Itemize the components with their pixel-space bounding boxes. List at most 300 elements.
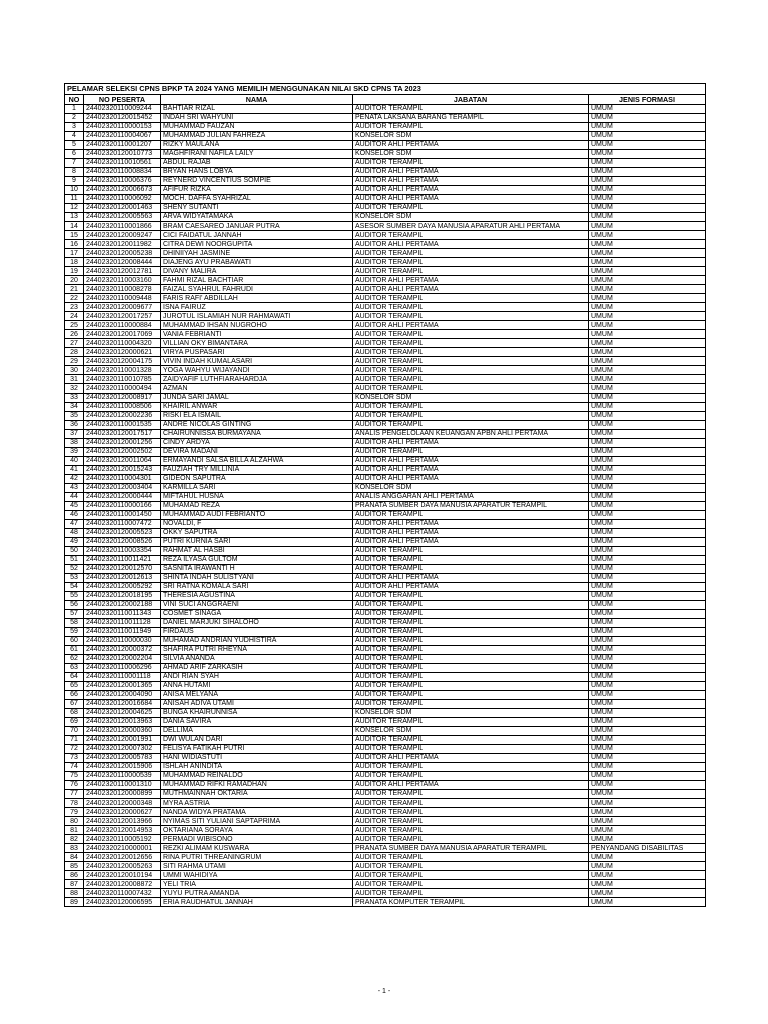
cell-jabatan: AUDITOR TERAMPIL xyxy=(353,718,589,727)
cell-no: 80 xyxy=(65,817,84,826)
table-row xyxy=(65,357,706,366)
cell-nama: SITI RAHMA UTAMI xyxy=(161,862,353,871)
cell-no-peserta: 24402320110001310 xyxy=(84,781,161,790)
cell-jabatan: AUDITOR TERAMPIL xyxy=(353,835,589,844)
cell-nama: ISHLAH ANINDITA xyxy=(161,763,353,772)
cell-no-peserta: 24402320120004625 xyxy=(84,709,161,718)
cell-no-peserta: 24402320210000001 xyxy=(84,844,161,853)
cell-no: 81 xyxy=(65,826,84,835)
cell-no: 72 xyxy=(65,745,84,754)
cell-no: 70 xyxy=(65,727,84,736)
table-row xyxy=(65,718,706,727)
cell-jenis-formasi: UMUM xyxy=(589,817,706,826)
cell-no-peserta: 24402320120012781 xyxy=(84,267,161,276)
cell-no: 24 xyxy=(65,312,84,321)
cell-jenis-formasi: UMUM xyxy=(589,582,706,591)
cell-jabatan: AUDITOR TERAMPIL xyxy=(353,609,589,618)
cell-nama: FAUZIAH TRY MILLINIA xyxy=(161,465,353,474)
table-row xyxy=(65,393,706,402)
cell-nama: ANDI RIAN SYAH xyxy=(161,672,353,681)
cell-no-peserta: 24402320120004175 xyxy=(84,357,161,366)
cell-no-peserta: 24402320110011421 xyxy=(84,555,161,564)
cell-nama: RIZKY MAULANA xyxy=(161,141,353,150)
cell-jabatan: AUDITOR TERAMPIL xyxy=(353,645,589,654)
cell-nama: DANIEL MARJUKI SIHALOHO xyxy=(161,618,353,627)
table-row xyxy=(65,402,706,411)
cell-no-peserta: 24402320120000627 xyxy=(84,808,161,817)
cell-jenis-formasi: UMUM xyxy=(589,672,706,681)
cell-jabatan: AUDITOR TERAMPIL xyxy=(353,808,589,817)
cell-no: 28 xyxy=(65,348,84,357)
cell-no-peserta: 24402320120010194 xyxy=(84,871,161,880)
cell-jenis-formasi: UMUM xyxy=(589,609,706,618)
cell-nama: AHMAD ARIF ZARKASIH xyxy=(161,663,353,672)
cell-no-peserta: 24402320110007432 xyxy=(84,889,161,898)
cell-jabatan: AUDITOR TERAMPIL xyxy=(353,330,589,339)
cell-jenis-formasi: UMUM xyxy=(589,105,706,114)
cell-no-peserta: 24402320120006595 xyxy=(84,898,161,907)
cell-no: 18 xyxy=(65,258,84,267)
cell-no: 61 xyxy=(65,645,84,654)
cell-jenis-formasi: UMUM xyxy=(589,285,706,294)
cell-jenis-formasi: UMUM xyxy=(589,303,706,312)
cell-jenis-formasi: UMUM xyxy=(589,195,706,204)
document-title: PELAMAR SELEKSI CPNS BPKP TA 2024 YANG MEMILIH MENGGUNAKAN NILAI SKD CPNS TA 2023 xyxy=(65,84,706,95)
cell-jenis-formasi: UMUM xyxy=(589,510,706,519)
cell-no-peserta: 24402320110011128 xyxy=(84,618,161,627)
cell-jenis-formasi: UMUM xyxy=(589,357,706,366)
cell-jabatan: AUDITOR AHLI PERTAMA xyxy=(353,240,589,249)
cell-no-peserta: 24402320120001256 xyxy=(84,438,161,447)
cell-no: 77 xyxy=(65,790,84,799)
cell-jabatan: AUDITOR AHLI PERTAMA xyxy=(353,321,589,330)
table-row xyxy=(65,456,706,465)
cell-jenis-formasi: UMUM xyxy=(589,781,706,790)
cell-jenis-formasi: UMUM xyxy=(589,384,706,393)
table-row xyxy=(65,249,706,258)
cell-nama: UMMI WAHIDIYA xyxy=(161,871,353,880)
cell-no-peserta: 24402320120016684 xyxy=(84,700,161,709)
table-row xyxy=(65,366,706,375)
table-row xyxy=(65,826,706,835)
cell-jenis-formasi: UMUM xyxy=(589,492,706,501)
cell-no-peserta: 24402320120000348 xyxy=(84,799,161,808)
cell-no: 71 xyxy=(65,736,84,745)
cell-nama: ABDUL RAJAB xyxy=(161,159,353,168)
cell-jabatan: AUDITOR AHLI PERTAMA xyxy=(353,177,589,186)
cell-nama: ERMAYANDI SALSA BILLA ALZAHWA xyxy=(161,456,353,465)
cell-nama: MUHAMMAD FAUZAN xyxy=(161,123,353,132)
cell-no-peserta: 24402320120002236 xyxy=(84,411,161,420)
cell-no-peserta: 24402320120010773 xyxy=(84,150,161,159)
cell-jabatan: AUDITOR AHLI PERTAMA xyxy=(353,582,589,591)
cell-no-peserta: 24402320120001365 xyxy=(84,682,161,691)
cell-no: 49 xyxy=(65,537,84,546)
table-row xyxy=(65,123,706,132)
cell-jabatan: AUDITOR AHLI PERTAMA xyxy=(353,519,589,528)
table-row xyxy=(65,654,706,663)
cell-no: 4 xyxy=(65,132,84,141)
cell-nama: AZMAN xyxy=(161,384,353,393)
cell-no-peserta: 24402320110003354 xyxy=(84,546,161,555)
cell-no: 38 xyxy=(65,438,84,447)
cell-no-peserta: 24402320110000539 xyxy=(84,772,161,781)
cell-jenis-formasi: UMUM xyxy=(589,654,706,663)
cell-jenis-formasi: UMUM xyxy=(589,853,706,862)
cell-nama: CITRA DEWI NOORGUPITA xyxy=(161,240,353,249)
cell-nama: MUHAMMAD JULIAN FAHREZA xyxy=(161,132,353,141)
cell-no: 25 xyxy=(65,321,84,330)
cell-no: 10 xyxy=(65,186,84,195)
table-row xyxy=(65,447,706,456)
cell-jenis-formasi: UMUM xyxy=(589,519,706,528)
table-row xyxy=(65,105,706,114)
table-row xyxy=(65,754,706,763)
cell-jabatan: AUDITOR AHLI PERTAMA xyxy=(353,465,589,474)
table-row xyxy=(65,222,706,231)
table-row xyxy=(65,159,706,168)
cell-jenis-formasi: UMUM xyxy=(589,718,706,727)
table-row xyxy=(65,745,706,754)
cell-jabatan: PRANATA SUMBER DAYA MANUSIA APARATUR TERAMPIL xyxy=(353,844,589,853)
cell-nama: INDAH SRI WAHYUNI xyxy=(161,114,353,123)
cell-no-peserta: 24402320120017069 xyxy=(84,330,161,339)
cell-jenis-formasi: UMUM xyxy=(589,213,706,222)
cell-jabatan: AUDITOR TERAMPIL xyxy=(353,772,589,781)
cell-no: 16 xyxy=(65,240,84,249)
cell-no: 32 xyxy=(65,384,84,393)
cell-jabatan: AUDITOR AHLI PERTAMA xyxy=(353,474,589,483)
document-sheet xyxy=(64,83,705,907)
cell-jabatan: AUDITOR TERAMPIL xyxy=(353,672,589,681)
cell-jenis-formasi: UMUM xyxy=(589,402,706,411)
cell-jenis-formasi: UMUM xyxy=(589,474,706,483)
cell-no-peserta: 24402320120002204 xyxy=(84,654,161,663)
cell-no-peserta: 24402320120012570 xyxy=(84,564,161,573)
cell-jabatan: KONSELOR SDM xyxy=(353,727,589,736)
cell-jabatan: AUDITOR TERAMPIL xyxy=(353,555,589,564)
table-row xyxy=(65,465,706,474)
cell-no: 23 xyxy=(65,303,84,312)
cell-jabatan: AUDITOR TERAMPIL xyxy=(353,339,589,348)
table-row xyxy=(65,501,706,510)
cell-jabatan: AUDITOR TERAMPIL xyxy=(353,357,589,366)
cell-no: 2 xyxy=(65,114,84,123)
cell-no-peserta: 24402320110008278 xyxy=(84,285,161,294)
cell-jenis-formasi: UMUM xyxy=(589,591,706,600)
cell-jenis-formasi: UMUM xyxy=(589,537,706,546)
cell-jenis-formasi: UMUM xyxy=(589,898,706,907)
cell-jenis-formasi: UMUM xyxy=(589,663,706,672)
cell-jabatan: AUDITOR TERAMPIL xyxy=(353,249,589,258)
cell-nama: MUTHMAINNAH OKTARIA xyxy=(161,790,353,799)
cell-jabatan: AUDITOR TERAMPIL xyxy=(353,889,589,898)
table-row xyxy=(65,276,706,285)
cell-no: 56 xyxy=(65,600,84,609)
cell-no-peserta: 24402320110000166 xyxy=(84,501,161,510)
cell-nama: MUHAMMAD RIFKI RAMADHAN xyxy=(161,781,353,790)
cell-jabatan: AUDITOR TERAMPIL xyxy=(353,799,589,808)
cell-nama: BRAM CAESAREO JANUAR PUTRA xyxy=(161,222,353,231)
cell-no-peserta: 24402320110008834 xyxy=(84,168,161,177)
cell-nama: MUHAMMAD IHSAN NUGROHO xyxy=(161,321,353,330)
cell-jabatan: AUDITOR TERAMPIL xyxy=(353,817,589,826)
cell-nama: ANNA HUTAMI xyxy=(161,682,353,691)
table-row xyxy=(65,736,706,745)
cell-no-peserta: 24402320120000372 xyxy=(84,645,161,654)
cell-jabatan: AUDITOR TERAMPIL xyxy=(353,447,589,456)
cell-jabatan: AUDITOR AHLI PERTAMA xyxy=(353,573,589,582)
table-row xyxy=(65,700,706,709)
cell-no: 9 xyxy=(65,177,84,186)
cell-no: 82 xyxy=(65,835,84,844)
table-row xyxy=(65,772,706,781)
cell-nama: YELI TRIA xyxy=(161,880,353,889)
cell-jabatan: AUDITOR TERAMPIL xyxy=(353,267,589,276)
cell-nama: VIRYA PUSPASARI xyxy=(161,348,353,357)
cell-nama: SRI RATNA KOMALA SARI xyxy=(161,582,353,591)
cell-jabatan: AUDITOR TERAMPIL xyxy=(353,564,589,573)
cell-no-peserta: 24402320120000360 xyxy=(84,727,161,736)
table-row xyxy=(65,898,706,907)
cell-no-peserta: 24402320120006673 xyxy=(84,186,161,195)
cell-jabatan: PENATA LAKSANA BARANG TERAMPIL xyxy=(353,114,589,123)
cell-jabatan: KONSELOR SDM xyxy=(353,709,589,718)
cell-no: 89 xyxy=(65,898,84,907)
cell-jenis-formasi: UMUM xyxy=(589,132,706,141)
cell-no-peserta: 24402320120015243 xyxy=(84,465,161,474)
cell-nama: YUYU PUTRA AMANDA xyxy=(161,889,353,898)
cell-no-peserta: 24402320120000444 xyxy=(84,492,161,501)
cell-jabatan: AUDITOR TERAMPIL xyxy=(353,510,589,519)
table-row xyxy=(65,691,706,700)
cell-no-peserta: 24402320120017517 xyxy=(84,429,161,438)
cell-nama: OKTARIANA SORAYA xyxy=(161,826,353,835)
cell-no: 74 xyxy=(65,763,84,772)
cell-jenis-formasi: UMUM xyxy=(589,258,706,267)
cell-no-peserta: 24402320120000621 xyxy=(84,348,161,357)
cell-no: 1 xyxy=(65,105,84,114)
cell-jenis-formasi: UMUM xyxy=(589,528,706,537)
cell-jabatan: KONSELOR SDM xyxy=(353,213,589,222)
cell-no: 60 xyxy=(65,636,84,645)
cell-jenis-formasi: UMUM xyxy=(589,321,706,330)
cell-jenis-formasi: UMUM xyxy=(589,159,706,168)
cell-no-peserta: 24402320110006296 xyxy=(84,663,161,672)
cell-no: 73 xyxy=(65,754,84,763)
cell-jenis-formasi: UMUM xyxy=(589,366,706,375)
cell-jenis-formasi: UMUM xyxy=(589,501,706,510)
cell-no-peserta: 24402320110006376 xyxy=(84,177,161,186)
cell-nama: SASNITA IRAWANTI H xyxy=(161,564,353,573)
cell-nama: REZA ILYASA GULTOM xyxy=(161,555,353,564)
cell-jabatan: AUDITOR TERAMPIL xyxy=(353,862,589,871)
table-row xyxy=(65,582,706,591)
table-row xyxy=(65,564,706,573)
cell-jabatan: AUDITOR TERAMPIL xyxy=(353,303,589,312)
cell-no-peserta: 24402320110009448 xyxy=(84,294,161,303)
cell-no: 52 xyxy=(65,564,84,573)
cell-no: 50 xyxy=(65,546,84,555)
cell-no: 45 xyxy=(65,501,84,510)
cell-jabatan: ANALIS PENGELOLAAN KEUANGAN APBN AHLI PERTAMA xyxy=(353,429,589,438)
cell-no: 67 xyxy=(65,700,84,709)
cell-no: 13 xyxy=(65,213,84,222)
cell-nama: DANIA SAVIRA xyxy=(161,718,353,727)
cell-nama: DIAJENG AYU PRABAWATI xyxy=(161,258,353,267)
cell-no: 83 xyxy=(65,844,84,853)
cell-jenis-formasi: UMUM xyxy=(589,889,706,898)
cell-nama: ZAIDYAFIF LUTHFIARAHARDJA xyxy=(161,375,353,384)
cell-nama: MOCH. DAFFA SYAHRIZAL xyxy=(161,195,353,204)
cell-jabatan: ASESOR SUMBER DAYA MANUSIA APARATUR AHLI PERTAMA xyxy=(353,222,589,231)
cell-no: 57 xyxy=(65,609,84,618)
cell-jenis-formasi: UMUM xyxy=(589,456,706,465)
cell-nama: ERIA RAUDHATUL JANNAH xyxy=(161,898,353,907)
cell-no: 30 xyxy=(65,366,84,375)
cell-no: 84 xyxy=(65,853,84,862)
cell-jenis-formasi: UMUM xyxy=(589,808,706,817)
cell-nama: VANIA FEBRIANTI xyxy=(161,330,353,339)
cell-jenis-formasi: UMUM xyxy=(589,826,706,835)
cell-no-peserta: 24402320110001866 xyxy=(84,222,161,231)
cell-no: 20 xyxy=(65,276,84,285)
cell-jabatan: AUDITOR TERAMPIL xyxy=(353,790,589,799)
table-row xyxy=(65,808,706,817)
cell-no-peserta: 24402320110001207 xyxy=(84,141,161,150)
cell-no: 85 xyxy=(65,862,84,871)
cell-jenis-formasi: UMUM xyxy=(589,411,706,420)
cell-no: 3 xyxy=(65,123,84,132)
cell-jabatan: KONSELOR SDM xyxy=(353,483,589,492)
cell-no-peserta: 24402320120008526 xyxy=(84,537,161,546)
cell-no-peserta: 24402320110009244 xyxy=(84,105,161,114)
table-row xyxy=(65,348,706,357)
header-jabatan: JABATAN xyxy=(353,95,589,105)
cell-no-peserta: 24402320110011343 xyxy=(84,609,161,618)
cell-no-peserta: 24402320110000494 xyxy=(84,384,161,393)
cell-no: 47 xyxy=(65,519,84,528)
cell-no: 79 xyxy=(65,808,84,817)
cell-jabatan: AUDITOR TERAMPIL xyxy=(353,700,589,709)
table-row xyxy=(65,555,706,564)
cell-jenis-formasi: UMUM xyxy=(589,465,706,474)
cell-jenis-formasi: UMUM xyxy=(589,555,706,564)
cell-no-peserta: 24402320120004090 xyxy=(84,691,161,700)
cell-no: 26 xyxy=(65,330,84,339)
cell-jenis-formasi: UMUM xyxy=(589,772,706,781)
cell-nama: SILVIA ANANDA xyxy=(161,654,353,663)
cell-jenis-formasi: UMUM xyxy=(589,267,706,276)
table-row xyxy=(65,411,706,420)
cell-jenis-formasi: UMUM xyxy=(589,763,706,772)
table-row xyxy=(65,186,706,195)
cell-no-peserta: 24402320120007302 xyxy=(84,745,161,754)
cell-nama: PERMADI WIBISONO xyxy=(161,835,353,844)
cell-jenis-formasi: UMUM xyxy=(589,754,706,763)
cell-nama: JUROTUL ISLAMIAH NUR RAHMAWATI xyxy=(161,312,353,321)
table-row xyxy=(65,132,706,141)
cell-nama: RINA PUTRI THREANINGRUM xyxy=(161,853,353,862)
cell-jabatan: PRANATA KOMPUTER TERAMPIL xyxy=(353,898,589,907)
cell-no-peserta: 24402320120014953 xyxy=(84,826,161,835)
cell-no: 15 xyxy=(65,231,84,240)
cell-jabatan: AUDITOR TERAMPIL xyxy=(353,546,589,555)
cell-no: 63 xyxy=(65,663,84,672)
cell-jenis-formasi: UMUM xyxy=(589,231,706,240)
cell-jabatan: AUDITOR TERAMPIL xyxy=(353,871,589,880)
cell-no: 42 xyxy=(65,474,84,483)
cell-no: 44 xyxy=(65,492,84,501)
table-row xyxy=(65,213,706,222)
cell-jenis-formasi: UMUM xyxy=(589,745,706,754)
cell-jabatan: AUDITOR TERAMPIL xyxy=(353,763,589,772)
cell-jenis-formasi: PENYANDANG DISABILITAS xyxy=(589,844,706,853)
cell-jabatan: AUDITOR TERAMPIL xyxy=(353,366,589,375)
cell-jabatan: AUDITOR TERAMPIL xyxy=(353,402,589,411)
cell-jenis-formasi: UMUM xyxy=(589,177,706,186)
cell-no: 27 xyxy=(65,339,84,348)
cell-jabatan: AUDITOR AHLI PERTAMA xyxy=(353,438,589,447)
cell-nama: VIVIN INDAH KUMALASARI xyxy=(161,357,353,366)
cell-no-peserta: 24402320110005192 xyxy=(84,835,161,844)
cell-jenis-formasi: UMUM xyxy=(589,222,706,231)
cell-nama: YOGA WAHYU WIJAYANDI xyxy=(161,366,353,375)
cell-jenis-formasi: UMUM xyxy=(589,862,706,871)
cell-jenis-formasi: UMUM xyxy=(589,204,706,213)
table-row xyxy=(65,375,706,384)
cell-no: 62 xyxy=(65,654,84,663)
table-row xyxy=(65,294,706,303)
table-row xyxy=(65,537,706,546)
cell-nama: REYNERD VINCENTIUS SOMPIE xyxy=(161,177,353,186)
cell-nama: NYIMAS SITI YULIANI SAPTAPRIMA xyxy=(161,817,353,826)
table-row xyxy=(65,267,706,276)
cell-jenis-formasi: UMUM xyxy=(589,727,706,736)
cell-jabatan: AUDITOR TERAMPIL xyxy=(353,159,589,168)
cell-jenis-formasi: UMUM xyxy=(589,709,706,718)
cell-no-peserta: 24402320110003160 xyxy=(84,276,161,285)
table-row xyxy=(65,519,706,528)
cell-no: 68 xyxy=(65,709,84,718)
table-row xyxy=(65,672,706,681)
cell-no: 17 xyxy=(65,249,84,258)
cell-no: 76 xyxy=(65,781,84,790)
cell-nama: KARMILLA SARI xyxy=(161,483,353,492)
cell-jenis-formasi: UMUM xyxy=(589,312,706,321)
cell-no-peserta: 24402320110006092 xyxy=(84,195,161,204)
cell-jabatan: AUDITOR TERAMPIL xyxy=(353,654,589,663)
cell-jabatan: ANALIS ANGGARAN AHLI PERTAMA xyxy=(353,492,589,501)
cell-jenis-formasi: UMUM xyxy=(589,835,706,844)
cell-no-peserta: 24402320120002502 xyxy=(84,447,161,456)
cell-jabatan: AUDITOR AHLI PERTAMA xyxy=(353,754,589,763)
cell-no-peserta: 24402320110000030 xyxy=(84,636,161,645)
table-row xyxy=(65,303,706,312)
cell-jabatan: AUDITOR TERAMPIL xyxy=(353,600,589,609)
cell-nama: DIVANY MALIRA xyxy=(161,267,353,276)
cell-no: 39 xyxy=(65,447,84,456)
cell-nama: MIFTAHUL HUSNA xyxy=(161,492,353,501)
cell-jabatan: AUDITOR TERAMPIL xyxy=(353,348,589,357)
cell-no-peserta: 24402320120015906 xyxy=(84,763,161,772)
cell-jenis-formasi: UMUM xyxy=(589,276,706,285)
cell-no: 8 xyxy=(65,168,84,177)
cell-no-peserta: 24402320120013963 xyxy=(84,718,161,727)
cell-no-peserta: 24402320120003404 xyxy=(84,483,161,492)
header-no: NO xyxy=(65,95,84,105)
cell-nama: CINDY ARDYA xyxy=(161,438,353,447)
